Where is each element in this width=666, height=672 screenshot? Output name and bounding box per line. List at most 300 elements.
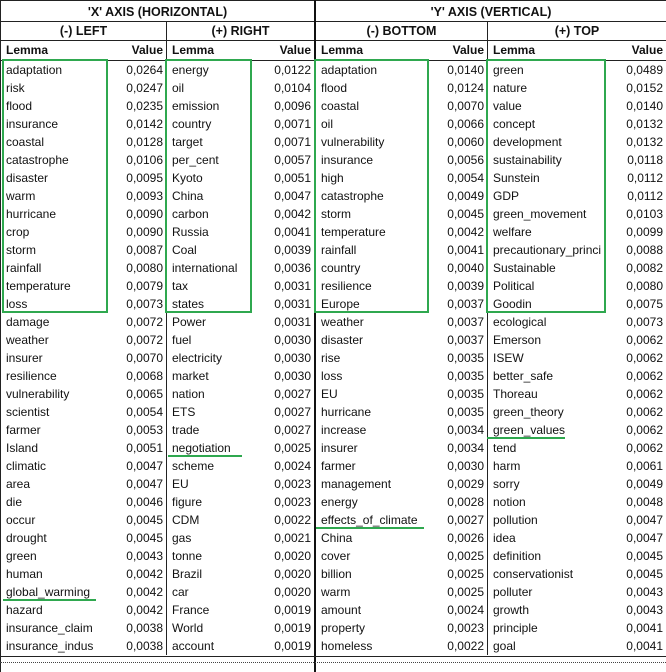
table-row — [1, 367, 314, 385]
right-lemma-cell: sorry — [493, 477, 520, 491]
y-bottom-direction-label: (-) BOTTOM — [316, 22, 488, 40]
left-value-cell: 0,0066 — [439, 115, 488, 133]
right-lemma-cell: fuel — [172, 333, 192, 347]
left-value-cell: 0,0043 — [116, 547, 167, 565]
x-axis-header-row — [1, 41, 314, 61]
right-lemma-cell: conservationist — [493, 567, 574, 581]
right-value-cell: 0,0031 — [274, 315, 311, 329]
right-lemma-cell: development — [493, 135, 562, 149]
right-value-cell: 0,0020 — [274, 549, 311, 563]
right-lemma-cell: welfare — [493, 225, 532, 239]
right-lemma-cell: green_values — [493, 423, 566, 437]
left-value-cell: 0,0065 — [116, 385, 167, 403]
left-lemma-cell: die — [6, 495, 23, 509]
table-row — [316, 583, 666, 601]
right-lemma-cell: states — [172, 297, 205, 311]
left-value-cell: 0,0051 — [116, 439, 167, 457]
left-value-cell: 0,0040 — [439, 259, 488, 277]
right-lemma-cell: World — [172, 621, 204, 635]
left-value-cell: 0,0128 — [116, 133, 167, 151]
right-value-cell: 0,0041 — [274, 225, 311, 239]
left-value-cell: 0,0028 — [439, 493, 488, 511]
left-lemma-cell: human — [6, 567, 43, 581]
left-lemma-cell: vulnerability — [321, 135, 385, 149]
right-value-cell: 0,0061 — [626, 459, 663, 473]
left-value-cell: 0,0095 — [116, 169, 167, 187]
table-row — [316, 169, 666, 187]
right-value-cell: 0,0112 — [627, 189, 663, 203]
right-lemma-cell: CDM — [172, 513, 200, 527]
right-lemma-cell: tonne — [172, 549, 203, 563]
right-value-cell: 0,0031 — [274, 297, 311, 311]
left-lemma-cell: flood — [6, 99, 33, 113]
y-top-value-header: Value — [631, 43, 663, 57]
right-value-cell: 0,0019 — [274, 621, 311, 635]
y-bottom-value-header: Value — [439, 41, 488, 59]
right-value-cell: 0,0045 — [626, 567, 663, 581]
right-lemma-cell: tend — [493, 441, 517, 455]
table-row — [316, 187, 666, 205]
table-row — [1, 619, 314, 637]
right-value-cell: 0,0045 — [626, 549, 663, 563]
y-top-lemma-header: Lemma — [493, 43, 536, 57]
left-lemma-cell: resilience — [321, 279, 372, 293]
left-value-cell: 0,0087 — [116, 241, 167, 259]
left-lemma-cell: hazard — [6, 603, 43, 617]
left-value-cell: 0,0047 — [116, 475, 167, 493]
table-row — [316, 313, 666, 331]
left-lemma-cell: global_warming — [6, 585, 91, 599]
y-bottom-lemma-header: Lemma — [321, 43, 364, 57]
right-value-cell: 0,0023 — [274, 495, 311, 509]
right-value-cell: 0,0027 — [274, 387, 311, 401]
left-value-cell: 0,0035 — [439, 349, 488, 367]
table-row — [1, 259, 314, 277]
right-value-cell: 0,0020 — [274, 567, 311, 581]
right-lemma-cell: nature — [493, 81, 528, 95]
left-value-cell: 0,0024 — [439, 601, 488, 619]
left-lemma-cell: rainfall — [321, 243, 357, 257]
right-lemma-cell: account — [172, 639, 215, 653]
right-value-cell: 0,0099 — [626, 225, 663, 239]
right-lemma-cell: oil — [172, 81, 185, 95]
left-value-cell: 0,0056 — [439, 151, 488, 169]
left-lemma-cell: increase — [321, 423, 367, 437]
right-lemma-cell: Sustainable — [493, 261, 556, 275]
left-value-cell: 0,0140 — [439, 61, 488, 79]
right-lemma-cell: value — [493, 99, 522, 113]
right-value-cell: 0,0019 — [274, 603, 311, 617]
table-dotted-rule — [0, 662, 666, 663]
right-lemma-cell: per_cent — [172, 153, 219, 167]
left-lemma-cell: energy — [321, 495, 358, 509]
left-value-cell: 0,0060 — [439, 133, 488, 151]
y-axis-direction-row — [316, 22, 666, 41]
left-lemma-cell: vulnerability — [6, 387, 70, 401]
right-lemma-cell: Thoreau — [493, 387, 538, 401]
left-lemma-cell: hurricane — [6, 207, 57, 221]
right-value-cell: 0,0043 — [626, 585, 663, 599]
right-lemma-cell: goal — [493, 639, 516, 653]
right-lemma-cell: tax — [172, 279, 189, 293]
table-row — [1, 511, 314, 529]
left-value-cell: 0,0042 — [439, 223, 488, 241]
right-value-cell: 0,0057 — [274, 153, 311, 167]
left-lemma-cell: warm — [321, 585, 351, 599]
left-value-cell: 0,0037 — [439, 295, 488, 313]
table-row — [1, 133, 314, 151]
right-value-cell: 0,0047 — [626, 531, 663, 545]
left-value-cell: 0,0035 — [439, 403, 488, 421]
right-value-cell: 0,0075 — [626, 297, 663, 311]
left-value-cell: 0,0037 — [439, 331, 488, 349]
table-row — [316, 79, 666, 97]
right-value-cell: 0,0047 — [626, 513, 663, 527]
table-row — [1, 601, 314, 619]
left-lemma-cell: property — [321, 621, 366, 635]
right-lemma-cell: concept — [493, 117, 536, 131]
table-row — [1, 583, 314, 601]
left-lemma-cell: risk — [6, 81, 25, 95]
table-row — [316, 151, 666, 169]
left-lemma-cell: amount — [321, 603, 362, 617]
right-lemma-cell: Kyoto — [172, 171, 203, 185]
y-top-direction-label: (+) TOP — [554, 24, 600, 38]
left-lemma-cell: China — [321, 531, 353, 545]
left-value-cell: 0,0038 — [116, 619, 167, 637]
left-lemma-cell: scientist — [6, 405, 50, 419]
right-value-cell: 0,0071 — [274, 135, 311, 149]
left-lemma-cell: loss — [6, 297, 28, 311]
right-value-cell: 0,0489 — [626, 63, 663, 77]
right-lemma-cell: precautionary_princi — [493, 243, 602, 257]
right-value-cell: 0,0021 — [274, 531, 311, 545]
left-value-cell: 0,0054 — [116, 403, 167, 421]
left-value-cell: 0,0264 — [116, 61, 167, 79]
left-value-cell: 0,0027 — [439, 511, 488, 529]
left-value-cell: 0,0026 — [439, 529, 488, 547]
x-axis-table-body — [1, 61, 314, 655]
right-lemma-cell: Emerson — [493, 333, 542, 347]
right-value-cell: 0,0062 — [626, 387, 663, 401]
right-value-cell: 0,0041 — [626, 621, 663, 635]
table-row — [316, 457, 666, 475]
left-lemma-cell: warm — [6, 189, 36, 203]
table-row — [1, 475, 314, 493]
left-value-cell: 0,0053 — [116, 421, 167, 439]
left-lemma-cell: insurer — [6, 351, 43, 365]
right-lemma-cell: Coal — [172, 243, 197, 257]
table-row — [316, 295, 666, 313]
y-axis-title: 'Y' AXIS (VERTICAL) — [316, 0, 666, 22]
left-lemma-cell: resilience — [6, 369, 57, 383]
left-lemma-cell: farmer — [6, 423, 41, 437]
left-lemma-cell: flood — [321, 81, 348, 95]
right-value-cell: 0,0112 — [627, 171, 663, 185]
left-value-cell: 0,0045 — [116, 511, 167, 529]
left-lemma-cell: weather — [6, 333, 49, 347]
right-lemma-cell: Goodin — [493, 297, 532, 311]
right-value-cell: 0,0042 — [274, 207, 311, 221]
right-lemma-cell: ecological — [493, 315, 547, 329]
table-row — [1, 547, 314, 565]
left-lemma-cell: loss — [321, 369, 343, 383]
left-lemma-cell: adaptation — [6, 63, 63, 77]
right-lemma-cell: emission — [172, 99, 220, 113]
left-lemma-cell: crop — [6, 225, 30, 239]
left-lemma-cell: high — [321, 171, 344, 185]
table-row — [316, 241, 666, 259]
right-lemma-cell: green_theory — [493, 405, 564, 419]
left-value-cell: 0,0025 — [439, 547, 488, 565]
table-row — [316, 115, 666, 133]
right-lemma-cell: Political — [493, 279, 535, 293]
table-row — [316, 511, 666, 529]
right-lemma-cell: idea — [493, 531, 516, 545]
table-row — [1, 295, 314, 313]
right-value-cell: 0,0031 — [274, 279, 311, 293]
table-row — [1, 97, 314, 115]
left-lemma-cell: storm — [321, 207, 351, 221]
table-row — [1, 529, 314, 547]
right-lemma-cell: ISEW — [493, 351, 524, 365]
left-value-cell: 0,0034 — [439, 421, 488, 439]
right-value-cell: 0,0030 — [274, 369, 311, 383]
table-row — [316, 259, 666, 277]
right-lemma-cell: car — [172, 585, 189, 599]
right-lemma-cell: market — [172, 369, 209, 383]
right-value-cell: 0,0132 — [626, 135, 663, 149]
right-value-cell: 0,0024 — [274, 459, 311, 473]
table-row — [316, 439, 666, 457]
table-row — [316, 133, 666, 151]
table-row — [1, 421, 314, 439]
right-lemma-cell: Brazil — [172, 567, 203, 581]
left-value-cell: 0,0070 — [116, 349, 167, 367]
right-value-cell: 0,0062 — [626, 423, 663, 437]
left-value-cell: 0,0093 — [116, 187, 167, 205]
left-value-cell: 0,0124 — [439, 79, 488, 97]
left-value-cell: 0,0054 — [439, 169, 488, 187]
table-row — [1, 169, 314, 187]
table-row — [1, 151, 314, 169]
right-lemma-cell: nation — [172, 387, 205, 401]
left-value-cell: 0,0023 — [439, 619, 488, 637]
left-lemma-cell: storm — [6, 243, 36, 257]
left-value-cell: 0,0235 — [116, 97, 167, 115]
table-row — [1, 331, 314, 349]
left-value-cell: 0,0047 — [116, 457, 167, 475]
table-row — [316, 421, 666, 439]
x-axis-direction-row — [1, 22, 314, 41]
right-value-cell: 0,0062 — [626, 351, 663, 365]
right-value-cell: 0,0080 — [626, 279, 663, 293]
table-row — [1, 61, 314, 79]
table-row — [1, 223, 314, 241]
left-value-cell: 0,0046 — [116, 493, 167, 511]
right-value-cell: 0,0030 — [274, 351, 311, 365]
left-lemma-cell: insurer — [321, 441, 358, 455]
left-value-cell: 0,0049 — [439, 187, 488, 205]
right-lemma-cell: international — [172, 261, 238, 275]
table-row — [1, 403, 314, 421]
table-row — [316, 61, 666, 79]
left-lemma-cell: catastrophe — [321, 189, 384, 203]
table-row — [1, 277, 314, 295]
right-value-cell: 0,0051 — [274, 171, 311, 185]
right-lemma-cell: ETS — [172, 405, 196, 419]
left-value-cell: 0,0039 — [439, 277, 488, 295]
right-value-cell: 0,0096 — [274, 99, 311, 113]
table-row — [1, 205, 314, 223]
left-value-cell: 0,0025 — [439, 565, 488, 583]
table-row — [316, 547, 666, 565]
right-lemma-cell: electricity — [172, 351, 223, 365]
left-value-cell: 0,0035 — [439, 385, 488, 403]
right-lemma-cell: Power — [172, 315, 207, 329]
table-row — [1, 349, 314, 367]
right-value-cell: 0,0027 — [274, 423, 311, 437]
left-lemma-cell: country — [321, 261, 361, 275]
table-row — [316, 277, 666, 295]
right-value-cell: 0,0073 — [626, 315, 663, 329]
right-value-cell: 0,0027 — [274, 405, 311, 419]
right-lemma-cell: green — [493, 63, 524, 77]
left-value-cell: 0,0029 — [439, 475, 488, 493]
right-lemma-cell: better_safe — [493, 369, 554, 383]
table-row — [316, 403, 666, 421]
left-lemma-cell: temperature — [321, 225, 386, 239]
y-axis-table-body — [316, 61, 666, 655]
right-lemma-cell: EU — [172, 477, 189, 491]
right-lemma-cell: country — [172, 117, 212, 131]
x-axis-section — [0, 0, 314, 672]
right-lemma-cell: negotiation — [172, 441, 231, 455]
right-value-cell: 0,0025 — [274, 441, 311, 455]
left-lemma-cell: insurance_claim — [6, 621, 93, 635]
right-lemma-cell: polluter — [493, 585, 533, 599]
left-value-cell: 0,0068 — [116, 367, 167, 385]
right-value-cell: 0,0022 — [274, 513, 311, 527]
right-value-cell: 0,0104 — [274, 81, 311, 95]
table-row — [1, 439, 314, 457]
right-value-cell: 0,0047 — [274, 189, 311, 203]
left-lemma-cell: insurance_indus — [6, 639, 94, 653]
right-value-cell: 0,0062 — [626, 405, 663, 419]
right-value-cell: 0,0039 — [274, 243, 311, 257]
y-axis-header-row — [316, 41, 666, 61]
table-row — [1, 115, 314, 133]
left-value-cell: 0,0042 — [116, 565, 167, 583]
left-lemma-cell: disaster — [6, 171, 49, 185]
left-lemma-cell: area — [6, 477, 31, 491]
left-value-cell: 0,0079 — [116, 277, 167, 295]
left-lemma-cell: coastal — [321, 99, 360, 113]
right-lemma-cell: gas — [172, 531, 192, 545]
table-row — [316, 493, 666, 511]
left-value-cell: 0,0090 — [116, 223, 167, 241]
right-lemma-cell: growth — [493, 603, 530, 617]
left-lemma-cell: billion — [321, 567, 352, 581]
right-lemma-cell: pollution — [493, 513, 538, 527]
right-value-cell: 0,0048 — [626, 495, 663, 509]
table-row — [316, 205, 666, 223]
left-lemma-cell: rise — [321, 351, 341, 365]
table-bottom-rule — [0, 656, 666, 657]
x-left-direction-label: (-) LEFT — [1, 22, 167, 40]
left-value-cell: 0,0106 — [116, 151, 167, 169]
left-lemma-cell: Island — [6, 441, 39, 455]
left-lemma-cell: drought — [6, 531, 47, 545]
right-value-cell: 0,0041 — [626, 639, 663, 653]
left-lemma-cell: cover — [321, 549, 351, 563]
table-row — [1, 187, 314, 205]
right-lemma-cell: green_movement — [493, 207, 587, 221]
left-lemma-cell: rainfall — [6, 261, 42, 275]
left-value-cell: 0,0042 — [116, 601, 167, 619]
left-value-cell: 0,0080 — [116, 259, 167, 277]
table-row — [316, 637, 666, 655]
left-lemma-cell: green — [6, 549, 37, 563]
left-value-cell: 0,0041 — [439, 241, 488, 259]
right-value-cell: 0,0118 — [627, 153, 663, 167]
table-row — [316, 529, 666, 547]
right-value-cell: 0,0082 — [626, 261, 663, 275]
left-value-cell: 0,0025 — [439, 583, 488, 601]
right-value-cell: 0,0088 — [626, 243, 663, 257]
left-lemma-cell: damage — [6, 315, 50, 329]
table-row — [1, 313, 314, 331]
left-value-cell: 0,0037 — [439, 313, 488, 331]
table-row — [1, 493, 314, 511]
left-value-cell: 0,0073 — [116, 295, 167, 313]
right-value-cell: 0,0132 — [626, 117, 663, 131]
table-row — [316, 619, 666, 637]
right-value-cell: 0,0122 — [274, 63, 311, 77]
x-left-value-header: Value — [116, 41, 167, 59]
right-lemma-cell: France — [172, 603, 210, 617]
left-value-cell: 0,0070 — [439, 97, 488, 115]
right-value-cell: 0,0071 — [274, 117, 311, 131]
right-lemma-cell: definition — [493, 549, 542, 563]
right-lemma-cell: energy — [172, 63, 209, 77]
table-row — [316, 367, 666, 385]
right-value-cell: 0,0062 — [626, 441, 663, 455]
left-lemma-cell: catastrophe — [6, 153, 69, 167]
right-lemma-cell: figure — [172, 495, 203, 509]
left-value-cell: 0,0035 — [439, 367, 488, 385]
right-lemma-cell: China — [172, 189, 204, 203]
left-lemma-cell: farmer — [321, 459, 356, 473]
table-row — [316, 565, 666, 583]
left-value-cell: 0,0030 — [439, 457, 488, 475]
table-row — [1, 79, 314, 97]
left-value-cell: 0,0038 — [116, 637, 167, 655]
table-row — [1, 637, 314, 655]
right-lemma-cell: Russia — [172, 225, 209, 239]
right-value-cell: 0,0152 — [626, 81, 663, 95]
left-lemma-cell: hurricane — [321, 405, 372, 419]
right-lemma-cell: Sunstein — [493, 171, 540, 185]
left-value-cell: 0,0045 — [116, 529, 167, 547]
table-row — [316, 349, 666, 367]
right-lemma-cell: scheme — [172, 459, 215, 473]
left-lemma-cell: Europe — [321, 297, 360, 311]
left-value-cell: 0,0072 — [116, 313, 167, 331]
right-lemma-cell: notion — [493, 495, 526, 509]
left-value-cell: 0,0142 — [116, 115, 167, 133]
left-value-cell: 0,0247 — [116, 79, 167, 97]
